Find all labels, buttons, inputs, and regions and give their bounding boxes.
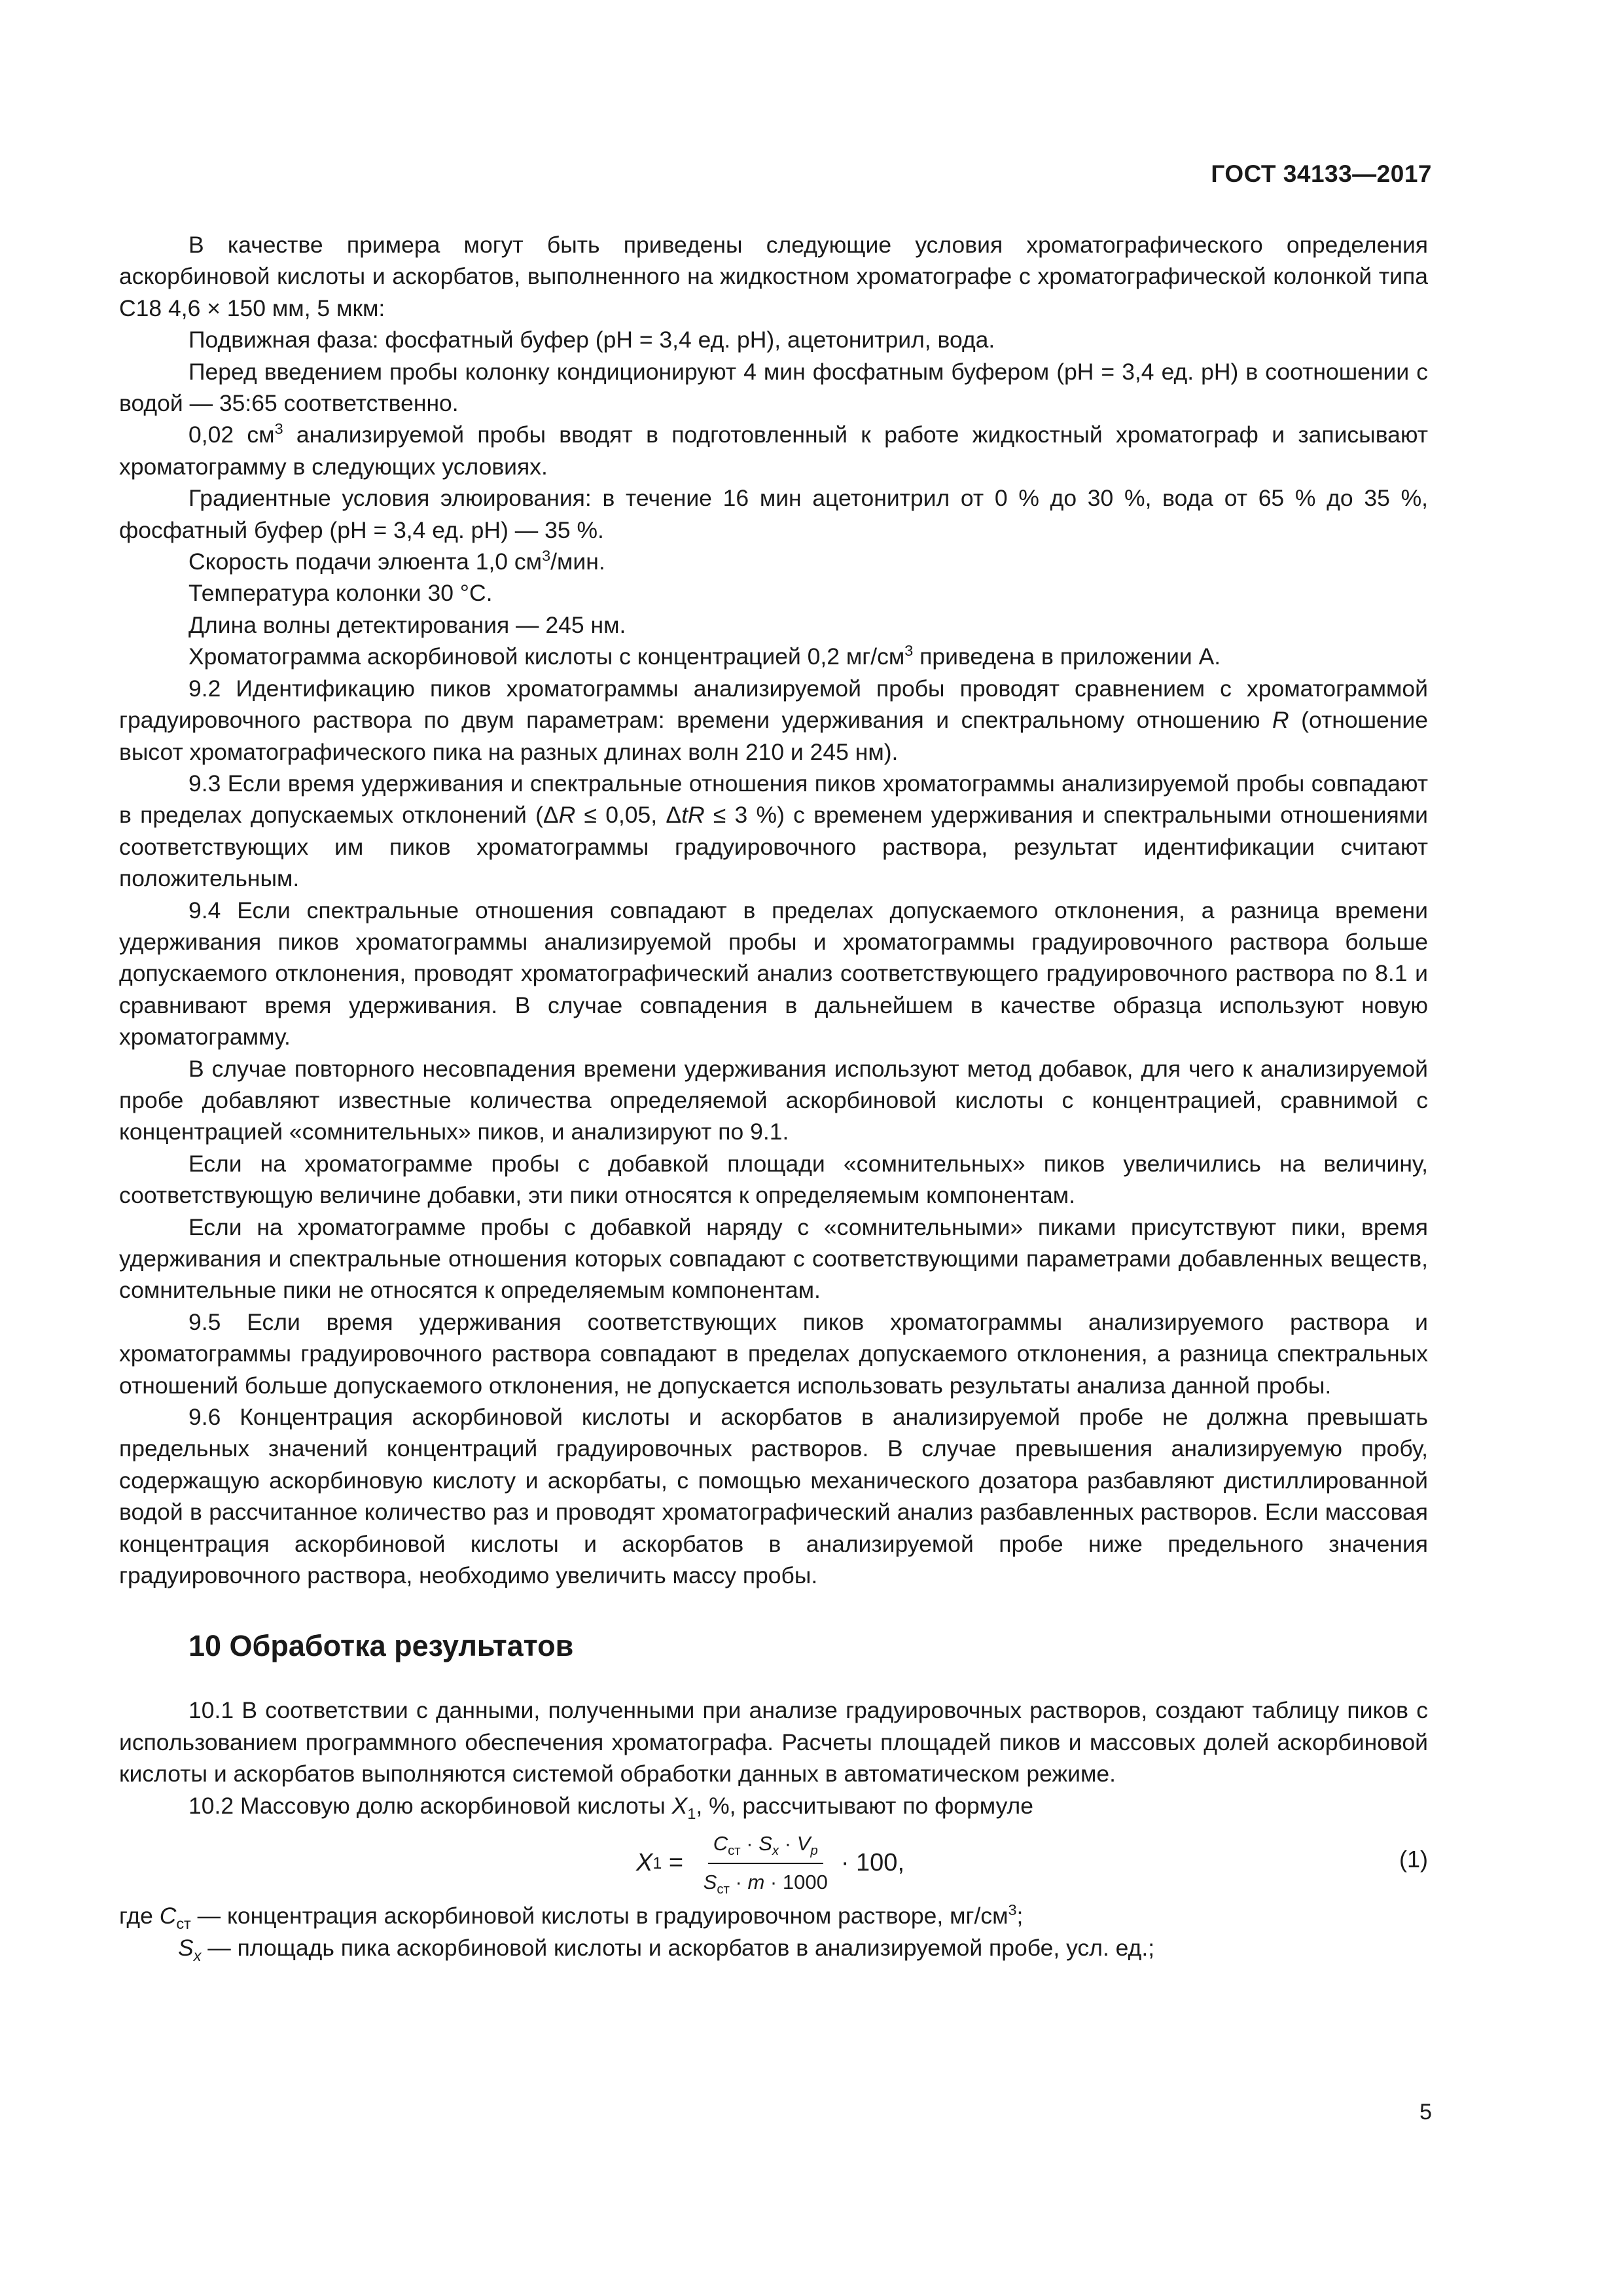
subscript: ст (728, 1843, 741, 1859)
text-run: 10.2 Массовую долю аскорбиновой кислоты (188, 1792, 672, 1819)
where-line-c (119, 1900, 1428, 1931)
equals-sign: = (662, 1849, 690, 1877)
dot: · (764, 1870, 783, 1893)
text-run: , %, рассчитывают по формуле (696, 1792, 1034, 1819)
subscript: x (193, 1946, 202, 1964)
paragraph: Длина волны детектирования — 245 нм. (188, 611, 626, 638)
subscript: ст (717, 1881, 730, 1897)
paragraph-9-6: 9.6 Концентрация аскорбиновой кислоты и аскорбатов в анализируемой пробе не должна превышать предельных значений концентраций градуировочных растворов. В случае превышения анализируемую пробу, содержащую аскорбиновую кислоту и аскорбаты, с помощью механического дозатора разбавляют дистиллированной водой в рассчитанное количество раз и проводят хроматографический анализ разбавленных растворов. Если массовая концентрация аскорбиновой кислоты и аскорбатов в анализируемой пробе ниже предельного значения градуировочного раствора, необходимо увеличить массу пробы. (119, 1404, 1428, 1589)
subscript: p (810, 1843, 818, 1859)
paragraph: Температура колонки 30 °С. (188, 580, 493, 607)
text-run: 9.3 Если время удерживания и спектральные отношения пиков хроматограммы анализируемой пробы совпадают в пределах допускаемых отклонений (Δ (119, 770, 1428, 829)
where-line-s (119, 1932, 1428, 1964)
superscript: 3 (904, 642, 914, 660)
fraction-denominator (698, 1864, 833, 1898)
variable: tR (681, 802, 705, 829)
section-heading: 10 Обработка результатов (188, 1629, 574, 1663)
dot: · (740, 1832, 759, 1856)
formula-1 (119, 1821, 1428, 1900)
var-s: S (758, 1832, 772, 1856)
paragraph (119, 419, 1428, 482)
document-number-header: ГОСТ 34133—2017 (1211, 160, 1432, 187)
variable: R (1272, 707, 1289, 734)
dot: · (729, 1870, 748, 1893)
paragraph: В случае повторного несовпадения времени удерживания используют метод добавок, для чего к анализируемой пробе добавляют известные количества определяемой аскорбиновой кислоты с концентрацией, сравнимой с концентрацией «сомнительных» пиков, и анализируют по 9.1. (119, 1055, 1428, 1145)
formula-expression: X 1 = $\frac{C_{ст} \cdot S_x \cdot V_p}{S_{ст} \cdot m \cdot 1000}$ · 100, (636, 1828, 904, 1898)
paragraph: Градиентные условия элюирования: в течение 16 мин ацетонитрил от 0 % до 30 %, вода от 65 % до 35 %, фосфатный буфер (рН = 3,4 ед. рН) — 35 %. (119, 485, 1428, 543)
formula-tail: · 100, (840, 1849, 904, 1877)
variable: S (178, 1934, 194, 1961)
text-run: Хроматограмма аскорбиновой кислоты с концентрацией 0,2 мг/см (188, 643, 905, 670)
paragraph: Если на хроматограмме пробы с добавкой наряду с «сомнительными» пиками присутствуют пики, время удерживания и спектральные отношения которых совпадают с соответствующими параметрами добавленных веществ, сомнительные пики не относятся к определяемым компонентам. (119, 1213, 1428, 1304)
var-c: C (713, 1832, 728, 1856)
document-body (119, 229, 1428, 1964)
var-v: V (796, 1832, 811, 1856)
variable: R (558, 802, 576, 829)
paragraph-9-4: 9.4 Если спектральные отношения совпадают в пределах допускаемого отклонения, а разница времени удерживания пиков хроматограммы анализируемой пробы и хроматограммы градуировочного раствора больше допускаемого отклонения, проводят хроматографический анализ соответствующего градуировочного раствора по 8.1 и сравнивают время удерживания. В случае совпадения в дальнейшем в качестве образца используют новую хроматограмму. (119, 897, 1428, 1050)
subscript: 1 (687, 1804, 696, 1822)
text-run: 0,02 см (188, 422, 275, 448)
page-number: 5 (1419, 2100, 1432, 2125)
paragraph-10-2 (119, 1790, 1428, 1821)
paragraph: Подвижная фаза: фосфатный буфер (рН = 3,4 ед. рН), ацетонитрил, вода. (188, 327, 995, 353)
subscript: ст (176, 1915, 191, 1933)
superscript: 3 (542, 547, 551, 565)
superscript: 3 (274, 420, 283, 438)
text-run: где (119, 1903, 160, 1929)
formula-lhs: X (636, 1849, 653, 1877)
text-run: анализируемой пробы вводят в подготовленный к работе жидкостный хроматограф и записывают хроматограмму в следующих условиях. (119, 422, 1429, 480)
text-run: ; (1016, 1903, 1024, 1929)
paragraph-10-1: 10.1 В соответствии с данными, полученными при анализе градуировочных растворов, создают таблицу пиков с использованием программного обеспечения хроматографа. Расчеты площадей пиков и массовых долей аскорбиновой кислоты и аскорбатов выполняются системой обработки данных в автоматическом режиме. (119, 1697, 1428, 1787)
var-s: S (703, 1870, 717, 1893)
paragraph (119, 546, 1428, 577)
paragraph-9-5: 9.5 Если время удерживания соответствующих пиков хроматограммы анализируемого раствора и хроматограммы градуировочного раствора совпадают в пределах допускаемого отклонения, а разница спектральных отношений больше допускаемого отклонения, не допускается использовать результаты анализа данной пробы. (119, 1308, 1428, 1399)
superscript: 3 (1008, 1901, 1017, 1919)
var-m: m (747, 1870, 765, 1893)
paragraph: Если на хроматограмме пробы с добавкой площади «сомнительных» пиков увеличились на величину, соответствующую величине добавки, эти пики относятся к определяемым компонентам. (119, 1150, 1428, 1209)
text-run: Скорость подачи элюента 1,0 см (188, 548, 543, 575)
text-run: — концентрация аскорбиновой кислоты в градуировочном растворе, мг/см (190, 1903, 1008, 1929)
paragraph-9-3 (119, 768, 1428, 895)
text-run: ≤ 0,05, Δ (575, 802, 682, 829)
text-run: ≤ 3 %) с временем удерживания и спектральными отношениями соответствующих им пиков хроматограммы градуировочного раствора, результат идентификации считают положительным. (119, 802, 1428, 892)
variable: X (671, 1792, 688, 1819)
dot: · (779, 1832, 797, 1856)
text-run: (отношение высот хроматографического пика на разных длинах волн 210 и 245 нм). (119, 707, 1428, 765)
subscript: x (772, 1843, 779, 1859)
text-run: 9.2 Идентификацию пиков хроматограммы анализируемой пробы проводят сравнением с хроматограммой градуировочного раствора по двум параметрам: времени удерживания и спектральному отношению (119, 675, 1428, 734)
text-run: — площадь пика аскорбиновой кислоты и аскорбатов в анализируемой пробе, усл. ед.; (201, 1934, 1155, 1961)
paragraph (119, 641, 1428, 672)
formula-fraction (698, 1828, 833, 1898)
variable: C (159, 1903, 177, 1929)
formula-number: (1) (1399, 1846, 1428, 1873)
paragraph: Перед введением пробы колонку кондиционируют 4 мин фосфатным буфером (рН = 3,4 ед. рН) в соотношении с водой — 35:65 соответственно. (119, 358, 1428, 417)
text-run: /мин. (550, 548, 605, 575)
constant: 1000 (782, 1870, 828, 1893)
fraction-numerator (708, 1828, 823, 1863)
paragraph-9-2 (119, 673, 1428, 768)
paragraph: В качестве примера могут быть приведены следующие условия хроматографического определения аскорбиновой кислоты и аскорбатов, выполненного на жидкостном хроматографе с хроматографической колонкой типа С18 4,6 × 150 мм, 5 мкм: (119, 232, 1428, 321)
text-run: приведена в приложении А. (913, 643, 1221, 670)
